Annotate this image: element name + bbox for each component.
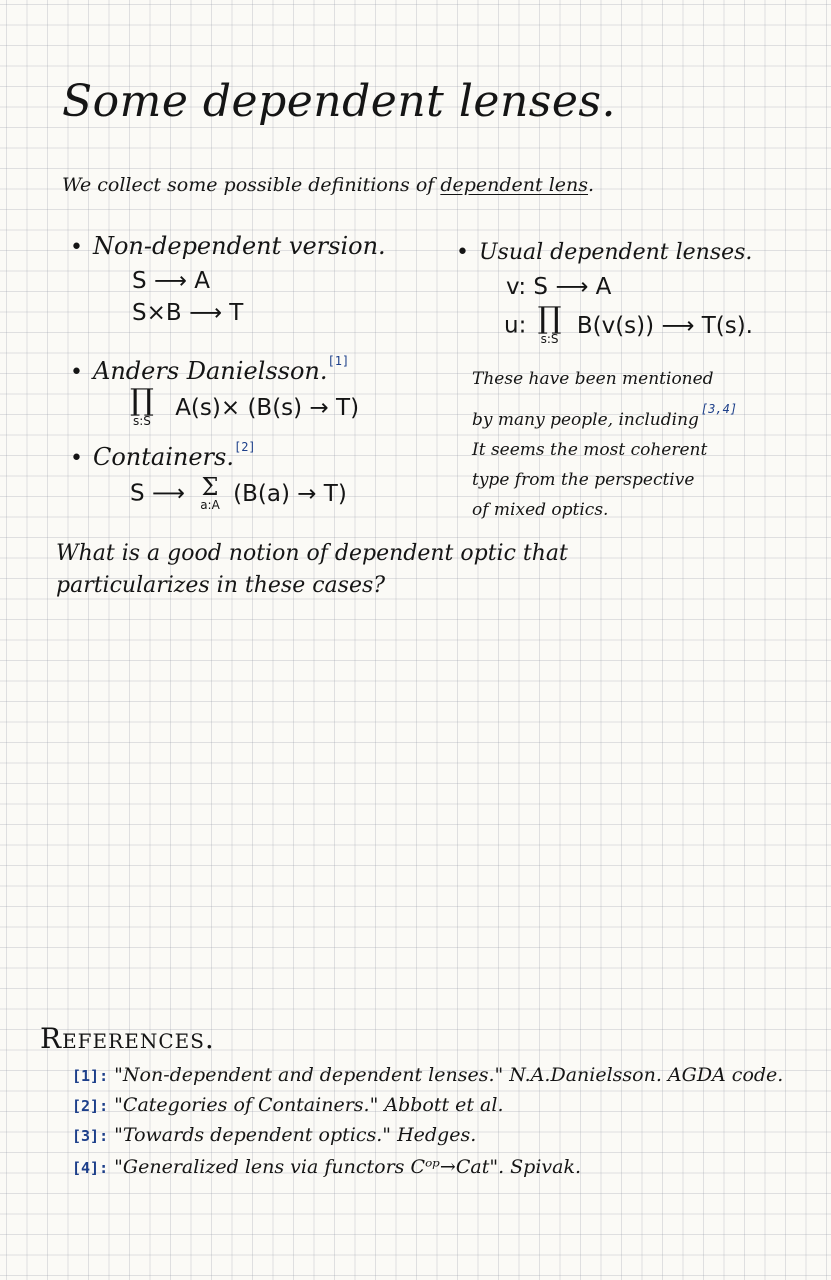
reference-item: [72, 1064, 783, 1086]
open-question: [56, 538, 568, 602]
anders-product: [130, 383, 154, 428]
note-line5: of mixed optics.: [472, 500, 609, 520]
containers-sum: [200, 473, 220, 512]
non-dependent-heading: Non-dependent version.: [92, 232, 386, 260]
usual-heading: Usual dependent lenses.: [478, 240, 753, 265]
bullet-containers: [70, 440, 256, 471]
question-line1: What is a good notion of dependent optic that: [56, 541, 568, 566]
usual-product: [537, 301, 562, 346]
intro-underlined-term: dependent lens: [440, 174, 589, 196]
anders-formula-row: [130, 383, 360, 428]
containers-formula-row: [130, 473, 347, 512]
intro-text-before: We collect some possible definitions of: [62, 174, 441, 196]
non-dependent-line1: S ⟶ A: [132, 268, 210, 294]
reference-label: [1]:: [72, 1067, 109, 1085]
sum-symbol: Σ: [201, 473, 219, 501]
question-line2: particularizes in these cases?: [56, 573, 386, 598]
note-line4: type from the perspective: [472, 470, 695, 490]
product-symbol: ∏: [130, 383, 154, 418]
note-line1: These have been mentioned: [472, 369, 714, 389]
product-symbol: ∏: [537, 301, 562, 336]
containers-heading: Containers.: [92, 443, 234, 471]
product-subscript: s:S: [540, 332, 559, 346]
reference-label: [4]:: [72, 1159, 109, 1177]
non-dependent-line2: S×B ⟶ T: [132, 300, 244, 326]
anders-heading: Anders Danielsson.: [92, 357, 328, 385]
bullet-dot: •: [70, 235, 83, 260]
anders-ref: [1]: [327, 354, 350, 368]
bullet-anders: [70, 354, 349, 385]
usual-line2-formula: B(v(s)) ⟶ T(s).: [576, 312, 753, 339]
note-line3: It seems the most coherent: [472, 440, 708, 460]
bullet-dot: •: [456, 240, 469, 265]
sum-subscript: a:A: [200, 498, 220, 512]
reference-item: [72, 1156, 581, 1178]
product-subscript: s:S: [132, 414, 151, 428]
reference-label: [2]:: [72, 1097, 109, 1115]
bullet-usual: [456, 240, 752, 265]
bullet-dot: •: [70, 446, 83, 471]
usual-line2-row: [504, 301, 753, 346]
intro-text-after: .: [588, 174, 595, 196]
reference-item: [72, 1094, 504, 1116]
reference-text: "Generalized lens via functors Cᵒᵖ→Cat". Spivak.: [114, 1156, 582, 1178]
intro-text: [62, 174, 594, 196]
reference-label: [3]:: [72, 1127, 109, 1145]
containers-formula: (B(a) → T): [233, 480, 347, 507]
reference-text: "Towards dependent optics." Hedges.: [114, 1124, 477, 1146]
references-heading: References.: [40, 1022, 215, 1055]
note-ref: [3,4]: [700, 402, 738, 416]
reference-item: [72, 1124, 476, 1146]
note-line2-row: [472, 394, 737, 435]
anders-formula: A(s)× (B(s) → T): [175, 394, 360, 421]
usual-line2-prefix: u:: [504, 312, 527, 339]
containers-lhs: S ⟶: [130, 480, 185, 507]
page-title: Some dependent lenses.: [62, 76, 616, 127]
reference-text: "Categories of Containers." Abbott et al.: [114, 1094, 504, 1116]
bullet-non-dependent: [70, 232, 386, 260]
containers-ref: [2]: [233, 440, 256, 454]
bullet-dot: •: [70, 360, 83, 385]
note-line2: by many people, including: [472, 410, 699, 430]
usual-note: [472, 364, 737, 525]
usual-line1: v: S ⟶ A: [506, 274, 612, 300]
reference-text: "Non-dependent and dependent lenses." N.A.Danielsson. AGDA code.: [114, 1064, 784, 1086]
